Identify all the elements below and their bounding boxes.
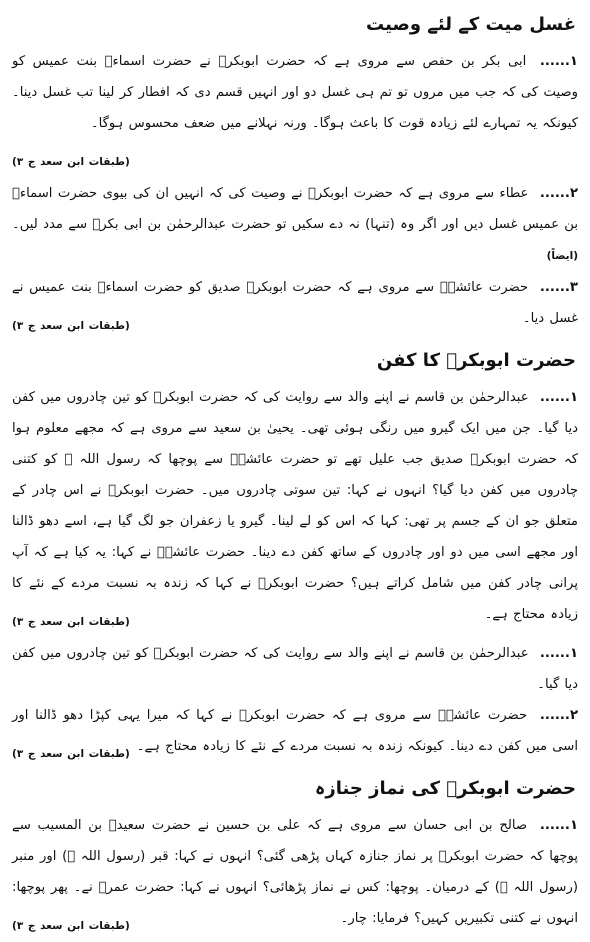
paragraph-text: صالح بن ابی حسان سے مروی ہے کہ علی بن حسین نے حضرت سعیدؓ بن المسیب سے پوچھا کہ حضرت ابوبکرؓ پر نماز جنازہ کہاں پڑھی گئی؟ انہوں نے کہا: قبر (رسول اللہ ﷺ) اور منبر (رسول اللہ ﷺ) کے درمیان۔ پوچھا: کس نے نماز پڑھائی؟ انہوں نے کہا: حضرت عمرؓ نے۔ پھر پوچھا: انہوں نے کتنی تکبیریں کہیں؟ فرمایا: چار۔ (12, 818, 578, 926)
item-number: ۱...... (539, 54, 578, 69)
paragraph-text: عبدالرحمٰن بن قاسم نے اپنے والد سے روایت کی کہ حضرت ابوبکرؓ کو تین چادروں میں کفن دیا گیا۔ جن میں ایک گیرو میں رنگی ہوئی تھی۔ یحییٰ بن سعید سے مروی ہے کہ مجھے معلوم ہوا کہ حضرت ابوبکرؓ صدیق جب علیل تھے تو حضرت عائشہؓ سے پوچھا کہ رسول اللہ ﷺ کو کتنی چادروں میں کفن دیا گیا؟ انہوں نے کہا: تین سوتی چادروں میں۔ حضرت ابوبکرؓ نے اس چادر کے متعلق جو ان کے جسم پر تھی: کہا کہ اس کو لے لینا۔ گیرو یا زعفران جو لگ گیا ہے، اسے دھو ڈالنا اور مجھے اسی میں دو اور چادروں کے ساتھ کفن دے دینا۔ حضرت عائشہؓ نے کہا: یہ کیا ہے کہ آپ پرانی چادر کفن میں شامل کراتے ہیں؟ حضرت ابوبکرؓ نے کہا کہ زندہ بہ نسبت مردے کے نئے کا زیادہ محتاج ہے۔ (12, 390, 578, 622)
paragraph (12, 382, 578, 630)
item-number: ۱...... (539, 646, 578, 661)
item-number: ۱...... (539, 818, 578, 833)
section-heading: غسل میت کے لئے وصیت (366, 14, 576, 35)
paragraph-text: ابی بکر بن حفص سے مروی ہے کہ حضرت ابوبکرؓ نے حضرت اسماءؓ بنت عمیس کو وصیت کی کہ جب میں مروں تو تم ہی غسل دو اور انہیں قسم دی کہ افطار کر لینا تب غسل دینا۔ کیونکہ یہ تمہارے لئے زیادہ قوت کا باعث ہوگا۔ ورنہ نہلانے میں ضعف محسوس ہوگا۔ (12, 54, 578, 131)
reference: (طبقات ابن سعد ج ۳) (12, 156, 130, 168)
paragraph (12, 810, 578, 934)
paragraph (12, 700, 578, 762)
section-heading: حضرت ابوبکرؓ کی نماز جنازہ (314, 778, 576, 799)
item-number: ۲...... (539, 708, 578, 723)
paragraph-text: حضرت عائشہؓ سے مروی ہے کہ حضرت ابوبکرؓ صدیق کو حضرت اسماءؓ بنت عمیس نے غسل دیا۔ (12, 280, 578, 326)
reference: (طبقات ابن سعد ج ۳) (12, 748, 130, 760)
paragraph (12, 46, 578, 168)
item-number: ۲...... (539, 186, 578, 201)
section-namaz-janaza (12, 774, 578, 942)
paragraph (12, 638, 578, 700)
paragraph-text: عبدالرحمٰن بن قاسم نے اپنے والد سے روایت کی کہ حضرت ابوبکرؓ کو تین چادروں میں کفن دیا گیا۔ (12, 646, 578, 692)
section-ghusl (12, 10, 578, 342)
item-number: ۱...... (539, 390, 578, 405)
paragraph-text: حضرت عائشہؓ سے مروی ہے کہ حضرت ابوبکرؓ نے کہا کہ میرا یہی کپڑا دھو ڈالنا اور اسی میں کفن دے دینا۔ کیونکہ زندہ بہ نسبت مردے کے نئے کا زیادہ محتاج ہے۔ (12, 708, 578, 754)
section-heading: حضرت ابوبکرؓ کا کفن (376, 350, 576, 371)
paragraph (12, 272, 578, 334)
paragraph-text: عطاء سے مروی ہے کہ حضرت ابوبکرؓ نے وصیت کی کہ انہیں ان کی بیوی حضرت اسماءؓ بن عمیس غسل دیں اور اگر وہ (تنہا) نہ دے سکیں تو حضرت عبدالرحمٰن بن ابی بکرؓ سے مدد لیں۔ (12, 186, 578, 232)
reference: (طبقات ابن سعد ج ۳) (12, 320, 130, 332)
item-number: ۳...... (539, 280, 578, 295)
section-kafan (12, 346, 578, 770)
reference: (طبقات ابن سعد ج ۳) (12, 920, 130, 932)
reference: (طبقات ابن سعد ج ۳) (12, 616, 130, 628)
paragraph (12, 178, 578, 272)
reference: (ایضاً) (546, 250, 578, 262)
